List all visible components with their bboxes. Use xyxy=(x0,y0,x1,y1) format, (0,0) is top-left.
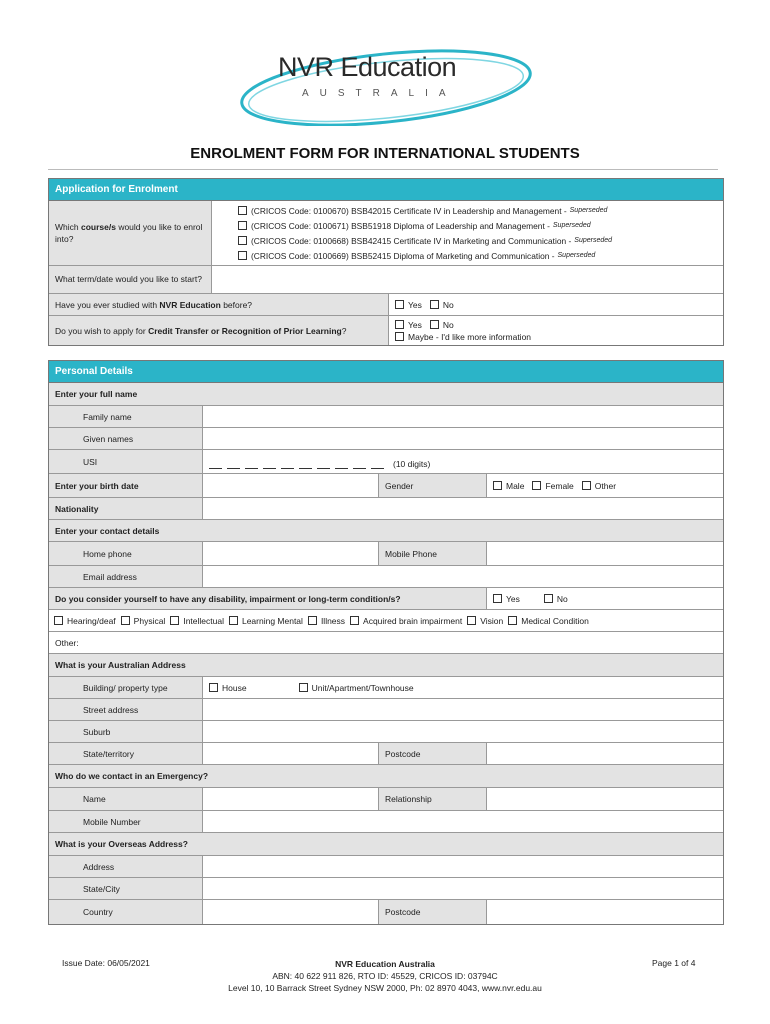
nationality-label: Nationality xyxy=(49,498,203,519)
brand-logo xyxy=(236,48,536,126)
state-territory-label: State/territory xyxy=(49,743,203,764)
contact-label: Enter your contact details xyxy=(55,525,160,536)
conditions-options xyxy=(49,610,723,631)
checkbox[interactable] xyxy=(170,616,179,625)
condition-intellectual[interactable]: Intellectual xyxy=(170,616,224,626)
gender-other[interactable]: Other xyxy=(582,481,616,491)
email-label: Email address xyxy=(49,566,203,587)
state-row xyxy=(49,743,723,765)
postcode-label: Postcode xyxy=(379,743,487,764)
suburb-field[interactable] xyxy=(203,721,723,742)
street-field[interactable] xyxy=(203,699,723,720)
checkbox[interactable] xyxy=(308,616,317,625)
checkbox[interactable] xyxy=(532,481,541,490)
email-row xyxy=(49,566,723,588)
condition-learning-mental[interactable]: Learning Mental xyxy=(229,616,303,626)
checkbox[interactable] xyxy=(238,236,247,245)
checkbox[interactable] xyxy=(582,481,591,490)
mobile-phone-label: Mobile Phone xyxy=(379,542,487,565)
other-row xyxy=(49,632,723,654)
checkbox[interactable] xyxy=(544,594,553,603)
mobile-phone-field[interactable] xyxy=(487,542,723,565)
checkbox[interactable] xyxy=(209,683,218,692)
emergency-row xyxy=(49,765,723,788)
usi-row xyxy=(49,450,723,474)
overseas-label: What is your Overseas Address? xyxy=(55,839,188,849)
checkbox[interactable] xyxy=(299,683,308,692)
term-row xyxy=(49,266,723,294)
checkbox[interactable] xyxy=(229,616,238,625)
course-option[interactable]: (CRICOS Code: 0100668) BSB42415 Certificate IV in Marketing and Communication - Superseded xyxy=(238,233,612,248)
birth-date-label: Enter your birth date xyxy=(49,474,203,497)
building-house[interactable]: House xyxy=(209,683,247,693)
course-options xyxy=(212,201,723,265)
footer-ids: ABN: 40 622 911 826, RTO ID: 45529, CRICOS ID: 03794C xyxy=(272,971,498,981)
checkbox[interactable] xyxy=(493,594,502,603)
credit-no[interactable]: No xyxy=(430,320,454,330)
street-label: Street address xyxy=(49,699,203,720)
checkbox[interactable] xyxy=(238,206,247,215)
state-city-label: State/City xyxy=(49,878,203,899)
credit-question: Do you wish to apply for Credit Transfer or Recognition of Prior Learning? xyxy=(49,316,389,345)
application-heading: Application for Enrolment xyxy=(49,179,723,201)
term-question: What term/date would you like to start? xyxy=(49,266,212,293)
credit-row xyxy=(49,316,723,345)
birth-date-field[interactable] xyxy=(203,474,379,497)
condition-physical[interactable]: Physical xyxy=(121,616,166,626)
building-unit[interactable]: Unit/Apartment/Townhouse xyxy=(299,683,414,693)
contact-row xyxy=(49,520,723,542)
footer-address: Level 10, 10 Barrack Street Sydney NSW 2000, Ph: 02 8970 4043, www.nvr.edu.au xyxy=(228,983,542,993)
credit-yes[interactable]: Yes xyxy=(395,320,422,330)
relationship-label: Relationship xyxy=(379,788,487,810)
gender-male[interactable]: Male xyxy=(493,481,524,491)
relationship-field[interactable] xyxy=(487,788,723,810)
home-phone-label: Home phone xyxy=(49,542,203,565)
nationality-field[interactable] xyxy=(203,498,723,519)
checkbox[interactable] xyxy=(430,300,439,309)
overseas-postcode-label: Postcode xyxy=(379,900,487,924)
checkbox[interactable] xyxy=(395,300,404,309)
gender-female[interactable]: Female xyxy=(532,481,573,491)
checkbox[interactable] xyxy=(508,616,517,625)
emergency-name-label: Name xyxy=(49,788,203,810)
conditions-row xyxy=(49,610,723,632)
emergency-mobile-field[interactable] xyxy=(203,811,723,832)
disability-no[interactable]: No xyxy=(544,594,568,604)
family-name-field[interactable] xyxy=(203,406,723,427)
condition-brain-impairment[interactable]: Acquired brain impairment xyxy=(350,616,462,626)
other-label: Other: xyxy=(55,637,79,648)
brand-name: NVR Education xyxy=(278,52,457,82)
course-option[interactable]: (CRICOS Code: 0100670) BSB42015 Certificate IV in Leadership and Management - Superseded xyxy=(238,203,607,218)
emergency-mobile-label: Mobile Number xyxy=(49,811,203,832)
state-territory-field[interactable] xyxy=(203,743,379,764)
birth-gender-row xyxy=(49,474,723,498)
disability-options xyxy=(487,588,723,609)
building-type-label: Building/ property type xyxy=(49,677,203,698)
credit-options xyxy=(389,316,723,345)
gender-options xyxy=(487,474,723,497)
studied-no[interactable]: No xyxy=(430,300,454,310)
brand-subtitle: AUSTRALIA xyxy=(302,88,457,99)
studied-yes[interactable]: Yes xyxy=(395,300,422,310)
postcode-field[interactable] xyxy=(487,743,723,764)
checkbox[interactable] xyxy=(395,332,404,341)
checkbox[interactable] xyxy=(121,616,130,625)
checkbox[interactable] xyxy=(350,616,359,625)
checkbox[interactable] xyxy=(54,616,63,625)
footer-org-name: NVR Education Australia xyxy=(335,959,435,969)
email-field[interactable] xyxy=(203,566,723,587)
usi-label: USI xyxy=(49,450,203,473)
disability-row xyxy=(49,588,723,610)
family-name-row xyxy=(49,406,723,428)
given-names-label: Given names xyxy=(49,428,203,449)
nationality-row xyxy=(49,498,723,520)
phone-row xyxy=(49,542,723,566)
full-name-row xyxy=(49,383,723,406)
disability-yes[interactable]: Yes xyxy=(493,594,520,604)
country-row xyxy=(49,900,723,924)
studied-question: Have you ever studied with NVR Education before? xyxy=(49,294,389,315)
usi-field[interactable] xyxy=(203,450,723,473)
personal-heading: Personal Details xyxy=(49,361,723,383)
given-names-row xyxy=(49,428,723,450)
checkbox[interactable] xyxy=(430,320,439,329)
checkbox[interactable] xyxy=(238,251,247,260)
other-field[interactable] xyxy=(49,632,723,653)
emergency-label: Who do we contact in an Emergency? xyxy=(55,771,209,781)
au-address-label: What is your Australian Address xyxy=(55,660,186,670)
condition-medical[interactable]: Medical Condition xyxy=(508,616,589,626)
suburb-label: Suburb xyxy=(49,721,203,742)
checkbox[interactable] xyxy=(493,481,502,490)
state-city-row xyxy=(49,878,723,900)
overseas-address-field[interactable] xyxy=(203,856,723,877)
disability-question: Do you consider yourself to have any disability, impairment or long-term condition/s? xyxy=(49,588,487,609)
condition-illness[interactable]: Illness xyxy=(308,616,345,626)
term-input[interactable] xyxy=(212,266,723,293)
course-row xyxy=(49,201,723,266)
condition-hearing[interactable]: Hearing/deaf xyxy=(54,616,116,626)
home-phone-field[interactable] xyxy=(203,542,379,565)
course-option[interactable]: (CRICOS Code: 0100671) BSB51918 Diploma of Leadership and Management - Superseded xyxy=(238,218,591,233)
course-question: Which course/s would you like to enrol into? xyxy=(49,201,212,265)
page-title: ENROLMENT FORM FOR INTERNATIONAL STUDENTS xyxy=(190,145,580,162)
emergency-name-row xyxy=(49,788,723,811)
overseas-row xyxy=(49,833,723,856)
emergency-name-field[interactable] xyxy=(203,788,379,810)
studied-row xyxy=(49,294,723,316)
building-type-row xyxy=(49,677,723,699)
title-divider xyxy=(48,169,718,170)
suburb-row xyxy=(49,721,723,743)
full-name-label: Enter your full name xyxy=(55,389,138,399)
overseas-postcode-field[interactable] xyxy=(487,900,723,924)
overseas-address-label: Address xyxy=(49,856,203,877)
country-label: Country xyxy=(49,900,203,924)
credit-maybe[interactable]: Maybe - I'd like more information xyxy=(395,332,531,342)
gender-label: Gender xyxy=(379,474,487,497)
usi-digits-note: (10 digits) xyxy=(393,459,431,469)
overseas-address-row xyxy=(49,856,723,878)
building-type-options xyxy=(203,677,723,698)
state-city-field[interactable] xyxy=(203,878,723,899)
personal-section xyxy=(48,360,724,925)
checkbox[interactable] xyxy=(467,616,476,625)
condition-vision[interactable]: Vision xyxy=(467,616,503,626)
given-names-field[interactable] xyxy=(203,428,723,449)
street-row xyxy=(49,699,723,721)
checkbox[interactable] xyxy=(238,221,247,230)
application-section xyxy=(48,178,724,346)
course-option[interactable]: (CRICOS Code: 0100669) BSB52415 Diploma of Marketing and Communication - Superseded xyxy=(238,248,595,263)
checkbox[interactable] xyxy=(395,320,404,329)
studied-options xyxy=(389,294,723,315)
issue-date: Issue Date: 06/05/2021 xyxy=(62,958,150,968)
country-field[interactable] xyxy=(203,900,379,924)
au-address-row xyxy=(49,654,723,677)
emergency-mobile-row xyxy=(49,811,723,833)
family-name-label: Family name xyxy=(49,406,203,427)
page-number: Page 1 of 4 xyxy=(652,958,696,968)
